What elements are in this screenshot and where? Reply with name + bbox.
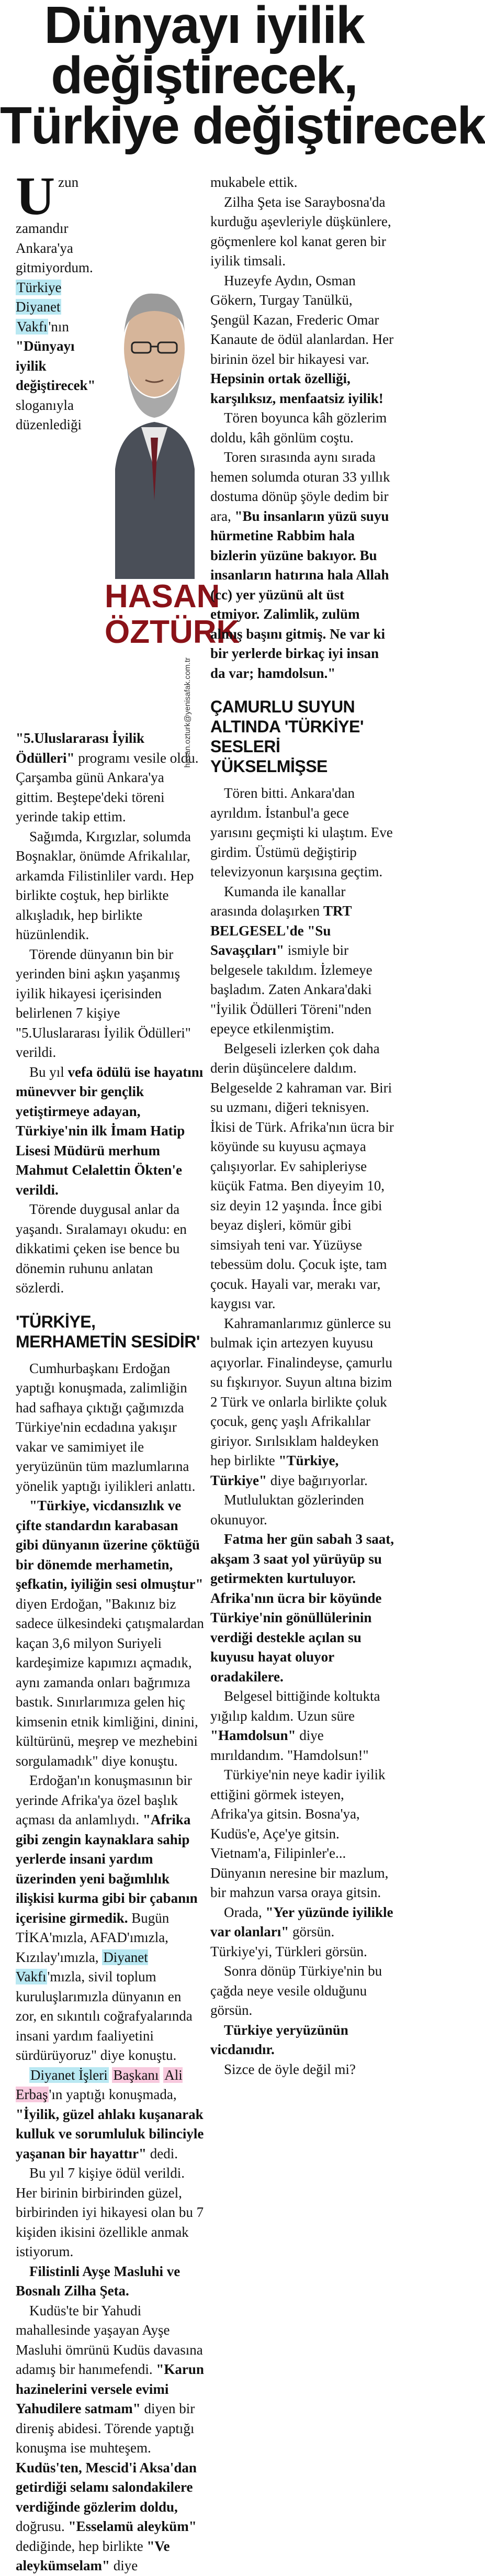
paragraph: mukabele ettik. bbox=[210, 174, 298, 190]
paragraph: Zilha Şeta ise Saraybosna'da kurduğu aşevleriyle düşkünlere, göçmenlere kol kanat geren bir iyilik timsali. bbox=[210, 194, 391, 269]
subheading: 'TÜRKİYE, MERHAMETİN SESİDİR' bbox=[16, 1312, 200, 1351]
author-photo bbox=[105, 176, 204, 579]
author-email[interactable]: hasan.ozturk@yenisafak.com.tr bbox=[183, 657, 192, 768]
highlight-pink: Ali Erbaş bbox=[16, 2067, 183, 2102]
highlight-pink: Başkanı bbox=[113, 2067, 159, 2083]
subheading: ÇAMURLU SUYUN ALTINDA 'TÜRKİYE' SESLERİ YÜKSELMİŞSE bbox=[210, 697, 364, 776]
paragraph: Erdoğan'ın konuşmasının bir yerinde Afrika'ya özel başlık açması da anlamlıydı. "Afrika gibi zengin kaynaklara sahip yerlerde insani yardım üzerinden yeni bağımlılık ilişkisi kurma gibi bir çabanın içerisine girmedik. Bugün TİKA'mızla, AFAD'ımızla, Kızılay'ımızla, Diyanet Vakfı'mızla, sivil toplum kuruluşlarımızla dünyanın en zor, en sıkıntılı coğrafyalarında insani yardım faaliyetini sürdürüyoruz" diye konuştu. bbox=[16, 1772, 198, 2063]
headline-line-1: Dünyayı iyilik bbox=[44, 0, 364, 54]
paragraph: Tören bitti. Ankara'dan ayrıldım. İstanbul'a gece yarısını geçmişti ki ulaştım. Eve girdim. Üstümü değiştirip televizyonun karşısına geçtim. bbox=[210, 785, 393, 879]
author-box bbox=[105, 176, 240, 768]
paragraph: Bu yıl 7 kişiye ödül verildi. Her birinin birbirinden güzel, birbirinden iyi hikayesi olan bu 7 kişiden ikisini özellikle anmak istiyorum. bbox=[16, 2165, 204, 2259]
paragraph: "Türkiye, vicdansızlık ve çifte standardın karabasan gibi dünyanın üzerine çöktüğü bir dönemde merhametin, şefkatin, iyiliğin sesi olmuştur" diyen Erdoğan, "Bakınız biz sadece ülkesindeki çatışmalardan kaçan 3,6 milyon Suriyeli kardeşimize kapımızı açmadık, aynı zamanda onları bağrımıza bastık. Sınırlarımıza gelen hiç kimsenin etnik kimliğini, dinini, kültürünü, meşrep ve mezhebini sorgulamadık" diye konuştu. bbox=[16, 1498, 204, 1769]
paragraph: Belgesel bittiğinde koltukta yığılıp kaldım. Uzun süre "Hamdolsun" diye mırıldandım. "Hamdolsun!" bbox=[210, 1688, 380, 1763]
author-last-name: ÖZTÜRK bbox=[105, 614, 240, 650]
paragraph: Törende duygusal anlar da yaşandı. Sıralamayı okudu: en dikkatimi çeken ise bence bu dönemin ruhunu anlatan sözlerdi. bbox=[16, 1201, 187, 1296]
paragraph: Filistinli Ayşe Masluhi ve Bosnalı Zilha Şeta. bbox=[16, 2263, 181, 2299]
paragraph: Diyanet İşleri Başkanı Ali Erbaş'ın yaptığı konuşmada, "İyilik, güzel ahlakı kuşanarak kulluk ve sorumluluk bilinciyle yaşanan bir hayattır" dedi. bbox=[16, 2067, 204, 2161]
paragraph: Tören boyunca kâh gözlerim doldu, kâh gönlüm coştu. bbox=[210, 410, 387, 445]
paragraph: Cumhurbaşkanı Erdoğan yaptığı konuşmada, zalimliğin had safhaya çıktığı çağımızda Türkiye'nin ecdadına yakışır vakar ve samimiyet ile yeryüzünün tüm mazlumlarına yönelik yaptığı iyilikleri anlattı. bbox=[16, 1360, 196, 1494]
headline-line-3: Türkiye değiştirecek bbox=[0, 96, 485, 155]
right-column bbox=[210, 173, 394, 2079]
highlight: Diyanet İşleri bbox=[30, 2067, 108, 2083]
paragraph: Huzeyfe Aydın, Osman Gökern, Turgay Tanülkü, Şengül Kazan, Frederic Omar Kanaute de ödül alanlardan. Her birinin özel bir hikayesi var. Hepsinin ortak özelliği, karşılıksız, menfaatsiz iyilik! bbox=[210, 272, 394, 406]
paragraph: Kahramanlarımız günlerce su bulmak için artezyen kuyusu açıyorlar. Finalindeyse, çamurlu su fışkırıyor. Suyun altına bizim 2 Türk ve onlarla birlikte çoluk çocuk, genç yaşlı Afrikalılar giriyor. Sırılsıklam haldeyken hep birlikte "Türkiye, Türkiye" diye bağırıyorlar. bbox=[210, 1315, 392, 1488]
paragraph: Toren sırasında aynı sırada hemen solumda oturan 33 yıllık dostuma dönüp şöyle dedim bir ara, "Bu insanların yüzü suyu hürmetine Rabbim hala bizlerin yüzüne bakıyor. Bu insanların hatırına hala Allah (cc) yer yüzünü alt üst etmiyor. Zalimlik, zulüm almış başını gitmiş. Ne var ki bir yerlerde birkaç iyi insan da var; hamdolsun." bbox=[210, 449, 390, 681]
highlight: Vakfı bbox=[17, 318, 48, 334]
paragraph: Fatma her gün sabah 3 saat, akşam 3 saat yol yürüyüp su getirmekten kurtuluyor. Afrika'nın ücra bir köyünde Türkiye'nin gönüllülerinin verdiği destekle açılan su kuyusu hayat oluyor oradakilere. bbox=[210, 1531, 394, 1685]
paragraph: Törende dünyanın bin bir yerinden bini aşkın yaşanmış iyilik hikayesi içerisinden belirlenen 7 kişiye "5.Uluslararası İyilik Ödülleri" verildi. bbox=[16, 946, 191, 1060]
paragraph: Sağımda, Kırgızlar, solumda Boşnaklar, önümde Afrikalılar, arkamda Filistinliler vardı. Hep birlikte coştuk, hep birlikte alkışladık, hep birlikte hüzünlendik. bbox=[16, 828, 194, 942]
dropcap: U bbox=[16, 166, 55, 226]
highlight: Türkiye Diyanet bbox=[16, 279, 62, 315]
paragraph: Uzun zamandır Ankara'ya gitmiyordum. Türkiye Diyanet Vakfı'nın "Dünyayı iyilik değiştirecek" sloganıyla düzenlediği "5.Uluslararası İyilik Ödülleri" programı vesile oldu. Çarşamba günü Ankara'ya gittim. Beştepe'deki töreni yerinde takip ettim. bbox=[16, 166, 199, 824]
paragraph: Belgeseli izlerken çok daha derin düşüncelere daldım. Belgeselde 2 kahraman var. Biri su uzmanı, diğeri teknisyen. İkisi de Türk. Afrika'nın ücra bir köyünde su kuyusu açmaya çalışıyorlar. Ev sahipleriyse küçük Fatma. Ben diyeyim 10, siz deyin 12 yaşında. İnce gibi beyaz dişleri, kömür gibi simsiyah teni var. Yüzüyse tebessüm dolu. Çocuk işte, tam çocuk. Hayali var, merakı var, kaygısı var. bbox=[210, 1040, 394, 1311]
highlight: Diyanet Vakfı bbox=[16, 1949, 148, 1984]
paragraph: Bu yıl vefa ödülü ise hayatını münevver bir gençlik yetiştirmeye adayan, Türkiye'nin ilk İmam Hatip Lisesi Müdürü merhum Mahmut Celalettin Ökten'e verildi. bbox=[16, 1064, 204, 1198]
paragraph: Sonra dönüp Türkiye'nin bu çağda neye vesile olduğunu görsün. bbox=[210, 1963, 382, 2018]
paragraph: Kumanda ile kanallar arasında dolaşırken TRT BELGESEL'de "Su Savaşçıları" ismiyle bir belgesele takıldım. İzlemeye başladım. Zaten Ankara'daki "İyilik Ödülleri Töreni"nden epeyce etkilenmiştim. bbox=[210, 883, 373, 1036]
paragraph: Türkiye'nin neye kadir iyilik ettiğini görmek isteyen, Afrika'ya gitsin. Bosna'ya, Kudüs'e, Açe'ye gitsin. Vietnam'a, Filipinler'e... Dünyanın neresine bir mazlum, bir mahzun varsa oraya gitsin. bbox=[210, 1767, 389, 1900]
paragraph: Kudüs'te bir Yahudi mahallesinde yaşayan Ayşe Masluhi ömrünü Kudüs davasına adamış bir hanımefendi. "Karun hazinelerini versele evimi Yahudilere satmam" diyen bir direniş abidesi. Törende yaptığı konuşma ise muhteşem. Kudüs'ten, Mescid'i Aksa'dan getirdiği selamı salondakilere verdiğinde gözlerim doldu, doğrusu. "Esselamü aleyküm" dediğinde, hep birlikte "Ve aleykümselam" diye bbox=[16, 2302, 204, 2573]
paragraph: Mutluluktan gözlerinden okunuyor. bbox=[210, 1492, 364, 1527]
headline-line-2: değiştirecek, bbox=[51, 46, 357, 105]
left-column bbox=[16, 166, 240, 2576]
headline bbox=[0, 0, 485, 155]
paragraph: Sizce de öyle değil mi? bbox=[224, 2061, 356, 2077]
paragraph: Türkiye yeryüzünün vicdanıdır. bbox=[210, 2022, 348, 2057]
author-first-name: HASAN bbox=[105, 578, 220, 615]
paragraph: Orada, "Yer yüzünde iyilikle var olanları" görsün. Türkiye'yi, Türkleri görsün. bbox=[210, 1904, 393, 1959]
